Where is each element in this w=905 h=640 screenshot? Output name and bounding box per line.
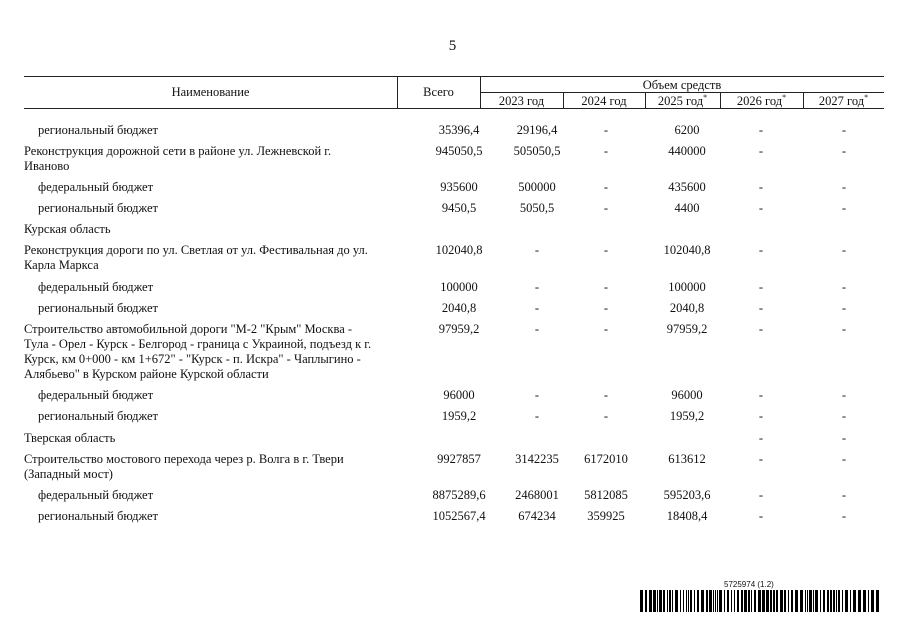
row-name: Реконструкция дороги по ул. Светлая от ул. Фестивальная до ул. Карла Маркса: [24, 243, 368, 272]
cell-total: 102040,8: [435, 243, 483, 257]
cell-total: 945050,5: [435, 144, 483, 158]
row-name: федеральный бюджет: [38, 280, 154, 294]
barcode: [640, 590, 880, 612]
header-year-2025: 2025 год*: [657, 92, 708, 108]
cell-2023: -: [534, 322, 540, 336]
cell-2024: -: [603, 409, 609, 423]
cell-total: 96000: [443, 388, 475, 402]
cell-2026: -: [758, 388, 764, 402]
cell-2026: -: [758, 144, 764, 158]
row-name: федеральный бюджет: [38, 488, 154, 502]
cell-2024: -: [603, 144, 609, 158]
row-name: федеральный бюджет: [38, 180, 154, 194]
cell-2026: -: [758, 452, 764, 466]
cell-2027: -: [841, 388, 847, 402]
cell-2024: -: [603, 243, 609, 257]
row-name: региональный бюджет: [38, 409, 158, 423]
cell-2026: -: [758, 180, 764, 194]
cell-2024: 359925: [587, 509, 625, 523]
cell-total: 1959,2: [441, 409, 477, 423]
cell-2026: -: [758, 488, 764, 502]
cell-2027: -: [841, 123, 847, 137]
header-top-rule: [24, 76, 884, 77]
cell-2024: -: [603, 123, 609, 137]
cell-2026: -: [758, 431, 764, 445]
region-heading: Тверская область: [24, 431, 116, 445]
cell-2024: -: [603, 180, 609, 194]
cell-2023: -: [534, 301, 540, 315]
cell-2023: 500000: [518, 180, 556, 194]
cell-2026: -: [758, 301, 764, 315]
cell-total: 935600: [440, 180, 478, 194]
header-total: Всего: [423, 85, 454, 99]
cell-2025: 4400: [674, 201, 700, 215]
header-funds: Объем средств: [642, 78, 722, 92]
cell-total: 35396,4: [438, 123, 480, 137]
cell-total: 97959,2: [438, 322, 480, 336]
cell-2027: -: [841, 488, 847, 502]
cell-2024: -: [603, 301, 609, 315]
cell-2023: 505050,5: [513, 144, 561, 158]
cell-2023: -: [534, 388, 540, 402]
cell-2027: -: [841, 280, 847, 294]
cell-2023: 5050,5: [519, 201, 555, 215]
cell-2024: 6172010: [584, 452, 628, 466]
row-name: федеральный бюджет: [38, 388, 154, 402]
footnote-mark: *: [703, 92, 708, 102]
cell-2025: 613612: [668, 452, 706, 466]
cell-2027: -: [841, 243, 847, 257]
cell-2024: 5812085: [584, 488, 628, 502]
cell-2025: 102040,8: [663, 243, 711, 257]
cell-2023: 2468001: [515, 488, 559, 502]
row-name: региональный бюджет: [38, 301, 158, 315]
cell-2026: -: [758, 322, 764, 336]
cell-2025: 440000: [668, 144, 706, 158]
cell-total: 2040,8: [441, 301, 477, 315]
cell-2025: 595203,6: [663, 488, 711, 502]
cell-2027: -: [841, 509, 847, 523]
cell-2023: -: [534, 409, 540, 423]
header-year-2027: 2027 год*: [818, 92, 869, 108]
header-name: Наименование: [171, 85, 250, 99]
cell-2027: -: [841, 409, 847, 423]
cell-2025: 18408,4: [666, 509, 708, 523]
cell-2025: 435600: [668, 180, 706, 194]
cell-total: 1052567,4: [432, 509, 486, 523]
cell-2024: -: [603, 388, 609, 402]
header-mid-rule: [480, 92, 884, 93]
cell-2027: -: [841, 431, 847, 445]
cell-2027: -: [841, 201, 847, 215]
cell-2023: 29196,4: [516, 123, 558, 137]
cell-2023: -: [534, 280, 540, 294]
footnote-mark: *: [782, 92, 787, 102]
row-name: региональный бюджет: [38, 123, 158, 137]
cell-2024: -: [603, 280, 609, 294]
cell-2027: -: [841, 452, 847, 466]
region-heading: Курская область: [24, 222, 111, 236]
barcode-label: 5725974 (1.2): [724, 580, 774, 589]
cell-2025: 100000: [668, 280, 706, 294]
header-year-2023: 2023 год: [498, 94, 545, 108]
row-name: региональный бюджет: [38, 509, 158, 523]
cell-2026: -: [758, 280, 764, 294]
cell-2027: -: [841, 180, 847, 194]
cell-total: 9450,5: [441, 201, 477, 215]
cell-2027: -: [841, 322, 847, 336]
cell-2023: 3142235: [515, 452, 559, 466]
cell-2024: -: [603, 201, 609, 215]
cell-2027: -: [841, 144, 847, 158]
cell-2024: -: [603, 322, 609, 336]
cell-2025: 2040,8: [669, 301, 705, 315]
page-number: 5: [448, 38, 457, 54]
footnote-mark: *: [864, 92, 869, 102]
header-bottom-rule: [24, 108, 884, 109]
row-name: Строительство автомобильной дороги "М-2 "Крым" Москва - Тула - Орел - Курск - Белгород - граница с Украиной, подъезд к г. Курск, км 0+000 - км 1+672" - "Курск - п. Искра" - Чаплыгино - Алябьево" в Курском районе Курской области: [24, 322, 372, 381]
header-year-2026: 2026 год*: [736, 92, 787, 108]
cell-2026: -: [758, 123, 764, 137]
cell-total: 9927857: [437, 452, 481, 466]
cell-2025: 96000: [671, 388, 703, 402]
row-name: Строительство мостового перехода через р. Волга в г. Твери (Западный мост): [24, 452, 344, 481]
row-name: Реконструкция дорожной сети в районе ул. Лежневской г. Иваново: [24, 144, 332, 173]
cell-2025: 97959,2: [666, 322, 708, 336]
cell-2025: 1959,2: [669, 409, 705, 423]
row-name: региональный бюджет: [38, 201, 158, 215]
cell-2026: -: [758, 201, 764, 215]
cell-total: 100000: [440, 280, 478, 294]
cell-2023: -: [534, 243, 540, 257]
cell-2027: -: [841, 301, 847, 315]
cell-total: 8875289,6: [432, 488, 486, 502]
cell-2026: -: [758, 243, 764, 257]
cell-2023: 674234: [518, 509, 556, 523]
cell-2025: 6200: [674, 123, 700, 137]
cell-2026: -: [758, 409, 764, 423]
cell-2026: -: [758, 509, 764, 523]
header-year-2024: 2024 год: [581, 94, 627, 108]
